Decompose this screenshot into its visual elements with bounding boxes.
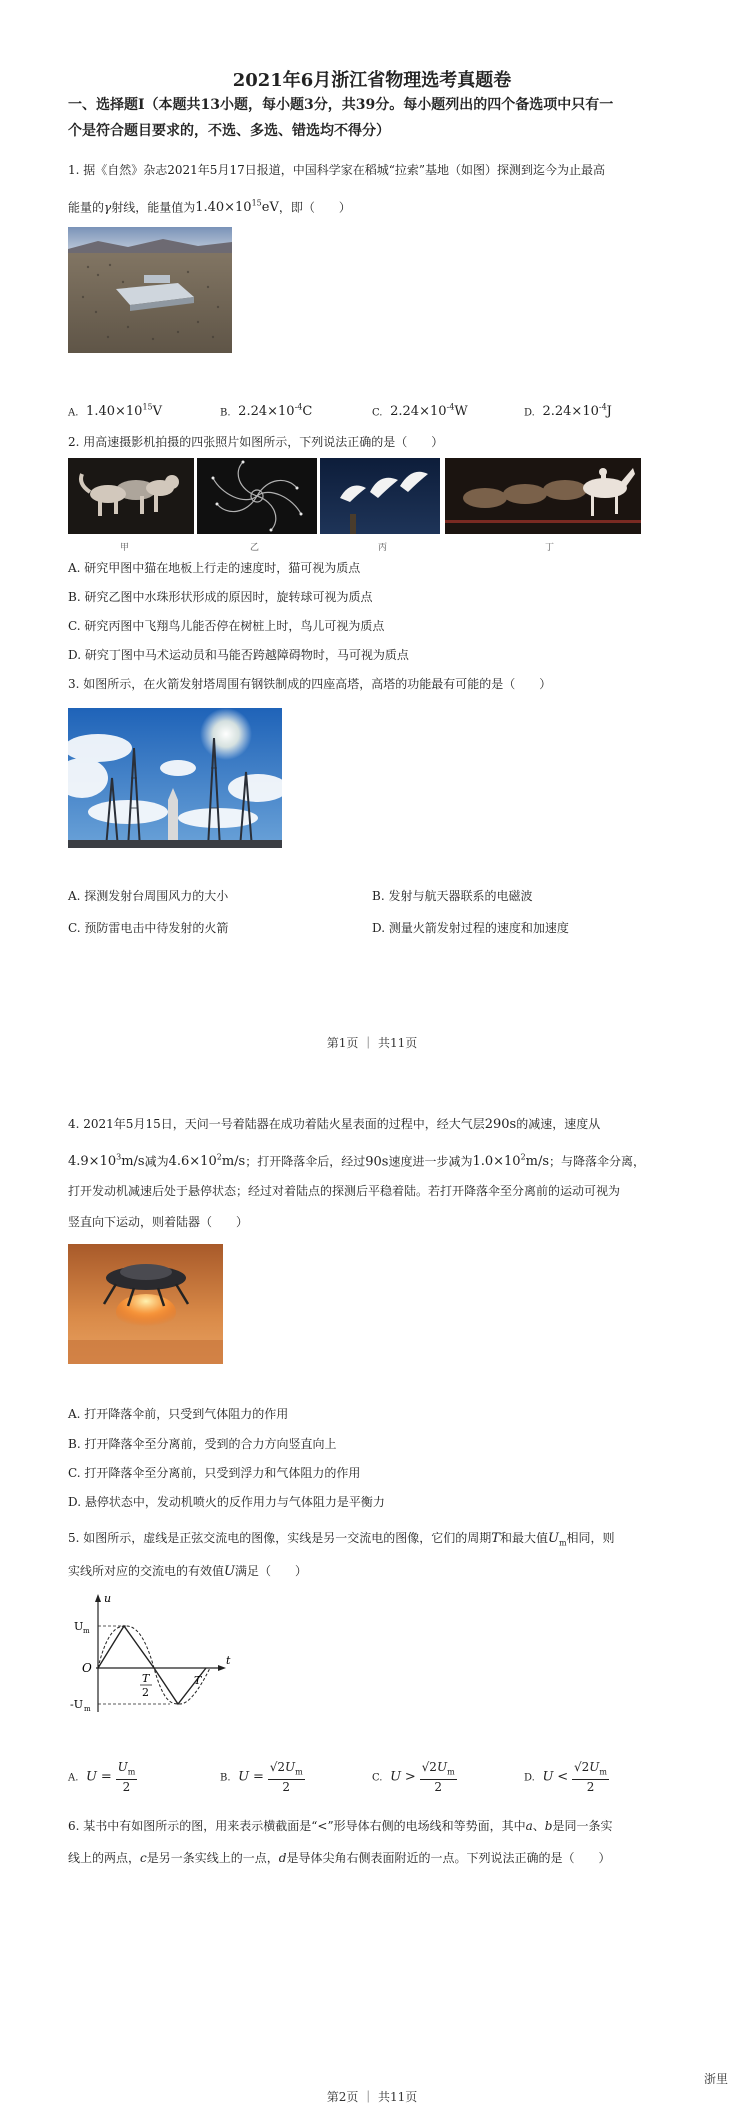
q2-option-d[interactable]: D. 研究丁图中马术运动员和马能否跨越障碍物时，马可视为质点 — [68, 648, 409, 662]
q3-option-d[interactable]: D. 测量火箭发射过程的速度和加速度 — [372, 921, 569, 935]
graph-label-t: t — [226, 1654, 231, 1667]
caption-jia: 甲 — [120, 543, 130, 553]
q4-option-d[interactable]: D. 悬停状态中，发动机喷火的反作用力与气体阻力是平衡力 — [68, 1495, 385, 1509]
page-footer-1: 第1页 ｜ 共11页 — [326, 1036, 418, 1050]
q3-option-b[interactable]: B. 发射与航天器联系的电磁波 — [372, 889, 533, 903]
q1-option-b[interactable]: B. $2.24\times 10^{-4}C$ — [220, 403, 313, 420]
graph-label-period: T — [194, 1674, 202, 1687]
q4-option-c[interactable]: C. 打开降落伞至分离前，只受到浮力和气体阻力的作用 — [68, 1466, 361, 1480]
q6-line2: 线上的两点，c是另一条实线上的一点，d是导体尖角右侧表面附近的一点。下列说法正确的是（ ） — [68, 1851, 611, 1865]
q5-option-b[interactable]: B. U = $\frac{√2U_m}{2}$ — [220, 1760, 303, 1795]
q4-option-b[interactable]: B. 打开降落伞至分离前，受到的合力方向竖直向上 — [68, 1437, 337, 1451]
rocket-launch-towers-photo — [68, 708, 282, 848]
q1-option-a[interactable]: A. $1.40\times 10^{15}V$ — [68, 403, 163, 420]
caption-bing: 丙 — [378, 543, 388, 553]
q4-line3: 打开发动机减速后处于悬停状态；经过对着陆点的探测后平稳着陆。若打开降落伞至分离前的运动可视为 — [68, 1184, 621, 1198]
q1-option-d[interactable]: D. $2.24\times 10^{-4}J$ — [524, 403, 612, 420]
q5-option-a[interactable]: A. U = $\frac{U_m}{2}$ — [68, 1760, 136, 1795]
q3-option-a[interactable]: A. 探测发射台周围风力的大小 — [68, 889, 229, 903]
q2-option-a[interactable]: A. 研究甲图中猫在地板上行走的速度时，猫可视为质点 — [68, 561, 361, 575]
graph-y-arrow — [95, 1594, 101, 1602]
ac-waveform-graph — [68, 1592, 238, 1716]
q4-line2: $4.9\times 10^3m/s$减为$4.6\times 10^2m/s$；打开降落伞后，经过90s速度进一步减为$1.0\times 10^2m/s$；与降落伞分离， — [68, 1153, 646, 1170]
graph-label-half-t-den: 2 — [142, 1686, 149, 1699]
photo-birds — [320, 458, 440, 534]
graph-label-u: u — [104, 1592, 112, 1605]
graph-label-neg-um-sub: m — [84, 1705, 91, 1713]
q5-option-d[interactable]: D. U < $\frac{√2U_m}{2}$ — [524, 1760, 608, 1795]
q2-option-c[interactable]: C. 研究丙图中飞翔鸟儿能否停在树桩上时，鸟儿可视为质点 — [68, 619, 385, 633]
q2-option-b[interactable]: B. 研究乙图中水珠形状形成的原因时，旋转球可视为质点 — [68, 590, 373, 604]
q2-text: 2. 用高速摄影机拍摄的四张照片如图所示，下列说法正确的是（ ） — [68, 435, 444, 449]
graph-label-origin: O — [82, 1661, 92, 1675]
q1-option-c[interactable]: C. $2.24\times 10^{-4}W$ — [372, 403, 468, 420]
photo-equestrian — [445, 458, 641, 534]
q5-line1: 5. 如图所示，虚线是正弦交流电的图像，实线是另一交流电的图像，它们的周期T和最大值$U_m$相同，则 — [68, 1531, 615, 1548]
lhaaso-observatory-photo — [68, 227, 232, 353]
graph-label-um: U — [74, 1620, 84, 1633]
q3-option-c[interactable]: C. 预防雷电击中待发射的火箭 — [68, 921, 229, 935]
photo-cat — [68, 458, 194, 534]
caption-ding: 丁 — [545, 543, 555, 553]
graph-x-arrow — [218, 1665, 226, 1671]
q4-option-a[interactable]: A. 打开降落伞前，只受到气体阻力的作用 — [68, 1407, 289, 1421]
q4-line1: 4. 2021年5月15日，天问一号着陆器在成功着陆火星表面的过程中，经大气层290s的减速，速度从 — [68, 1117, 601, 1132]
q5-line2: 实线所对应的交流电的有效值U满足（ ） — [68, 1564, 307, 1579]
q4-line4: 竖直向下运动，则着陆器（ ） — [68, 1215, 249, 1229]
section-header-line1: 一、选择题Ⅰ（本题共13小题，每小题3分，共39分。每小题列出的四个备选项中只有一 — [68, 97, 614, 113]
watermark-text: 浙里 — [704, 2072, 729, 2086]
page-footer-2: 第2页 ｜ 共11页 — [326, 2090, 418, 2104]
q3-text: 3. 如图所示，在火箭发射塔周围有钢铁制成的四座高塔，高塔的功能最有可能的是（ ） — [68, 677, 552, 691]
q5-option-c[interactable]: C. U > $\frac{√2U_m}{2}$ — [372, 1760, 455, 1795]
photo-water-droplets — [197, 458, 317, 534]
graph-label-neg-um: -U — [70, 1698, 83, 1711]
mars-lander-photo — [68, 1244, 223, 1364]
graph-label-um-sub: m — [83, 1627, 90, 1635]
page-title: 2021年6月浙江省物理选考真题卷 — [232, 70, 512, 91]
q6-line1: 6. 某书中有如图所示的图，用来表示横截面是“<”形导体右侧的电场线和等势面，其中a、b是同一条实 — [68, 1819, 613, 1833]
q1-text-line1: 1. 据《自然》杂志2021年5月17日报道，中国科学家在稻城“拉索”基地（如图）探测到迄今为止最高 — [68, 163, 605, 177]
graph-sine-dashed — [98, 1626, 210, 1704]
graph-label-half-t-num: T — [142, 1672, 150, 1685]
section-header-line2: 个是符合题目要求的，不选、多选、错选均不得分） — [68, 123, 390, 139]
caption-yi: 乙 — [250, 543, 260, 553]
q1-text-line2: 能量的γ射线，能量值为$1.40\times 10^{15}eV$，即（ ） — [68, 199, 351, 216]
graph-solid-wave — [98, 1626, 206, 1704]
